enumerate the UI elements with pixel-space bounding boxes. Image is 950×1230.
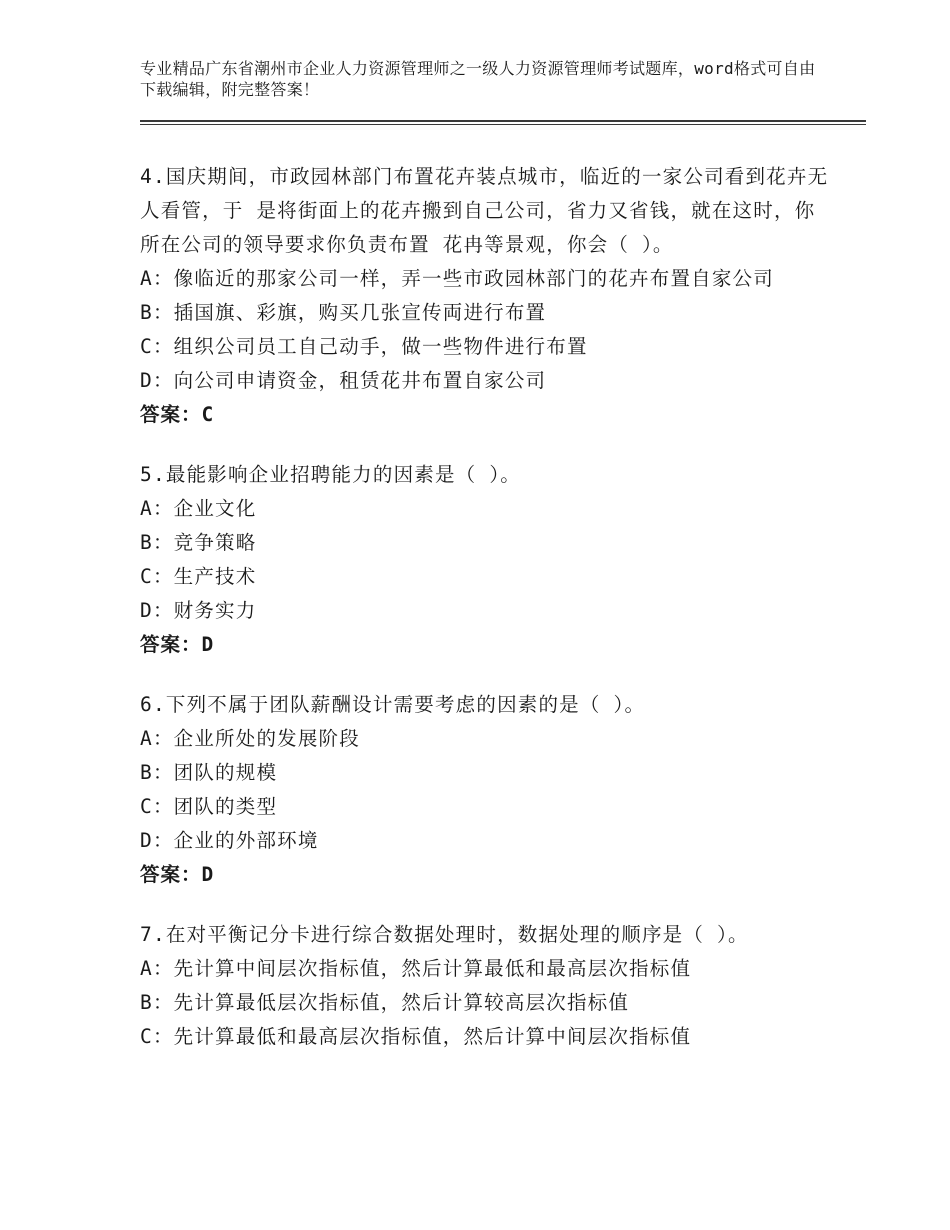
answer-value: C <box>201 403 215 426</box>
answer-label: 答案： <box>140 863 202 886</box>
option-d: D：企业的外部环境 <box>140 829 319 852</box>
question-list <box>140 160 830 1080</box>
option-a: A：先计算中间层次指标值，然后计算最低和最高层次指标值 <box>140 957 692 980</box>
option-a: A：企业所处的发展阶段 <box>140 727 360 750</box>
answer-line <box>140 398 830 432</box>
question-4 <box>140 160 830 432</box>
option-d: D：向公司申请资金，租赁花井布置自家公司 <box>140 369 547 392</box>
option-d: D：财务实力 <box>140 599 257 622</box>
option-b: B：团队的规模 <box>140 761 278 784</box>
header-divider-thin <box>140 124 866 125</box>
answer-line <box>140 628 830 662</box>
answer-label: 答案： <box>140 633 202 656</box>
option-b: B：先计算最低层次指标值，然后计算较高层次指标值 <box>140 991 630 1014</box>
answer-value: D <box>201 863 215 886</box>
question-7 <box>140 918 830 1054</box>
question-6 <box>140 688 830 892</box>
header-divider-thick <box>140 120 866 122</box>
question-stem: 6.下列不属于团队薪酬设计需要考虑的因素的是（ ）。 <box>140 693 646 716</box>
answer-line <box>140 858 830 892</box>
answer-value: D <box>201 633 215 656</box>
option-c: C：团队的类型 <box>140 795 278 818</box>
option-c: C：先计算最低和最高层次指标值，然后计算中间层次指标值 <box>140 1025 692 1048</box>
document-header: 专业精品广东省潮州市企业人力资源管理师之一级人力资源管理师考试题库，word格式可自由下载编辑，附完整答案！ <box>140 59 816 99</box>
question-stem: 5.最能影响企业招聘能力的因素是（ ）。 <box>140 463 521 486</box>
question-5 <box>140 458 830 662</box>
option-c: C：生产技术 <box>140 565 257 588</box>
option-a: A：企业文化 <box>140 497 257 520</box>
question-stem: 7.在对平衡记分卡进行综合数据处理时，数据处理的顺序是（ ）。 <box>140 923 749 946</box>
option-a: A：像临近的那家公司一样，弄一些市政园林部门的花卉布置自家公司 <box>140 267 774 290</box>
option-c: C：组织公司员工自己动手，做一些物件进行布置 <box>140 335 588 358</box>
answer-label: 答案： <box>140 403 202 426</box>
option-b: B：插国旗、彩旗，购买几张宣传両进行布置 <box>140 301 547 324</box>
option-b: B：竞争策略 <box>140 531 257 554</box>
question-stem: 4.国庆期间，市政园林部门布置花卉装点城市，临近的一家公司看到花卉无人看管，于 是将街面上的花卉搬到自己公司，省力又省钱，就在这时，你所在公司的领导要求你负责布置 花冉等景观，你会（ ）。 <box>140 165 829 256</box>
